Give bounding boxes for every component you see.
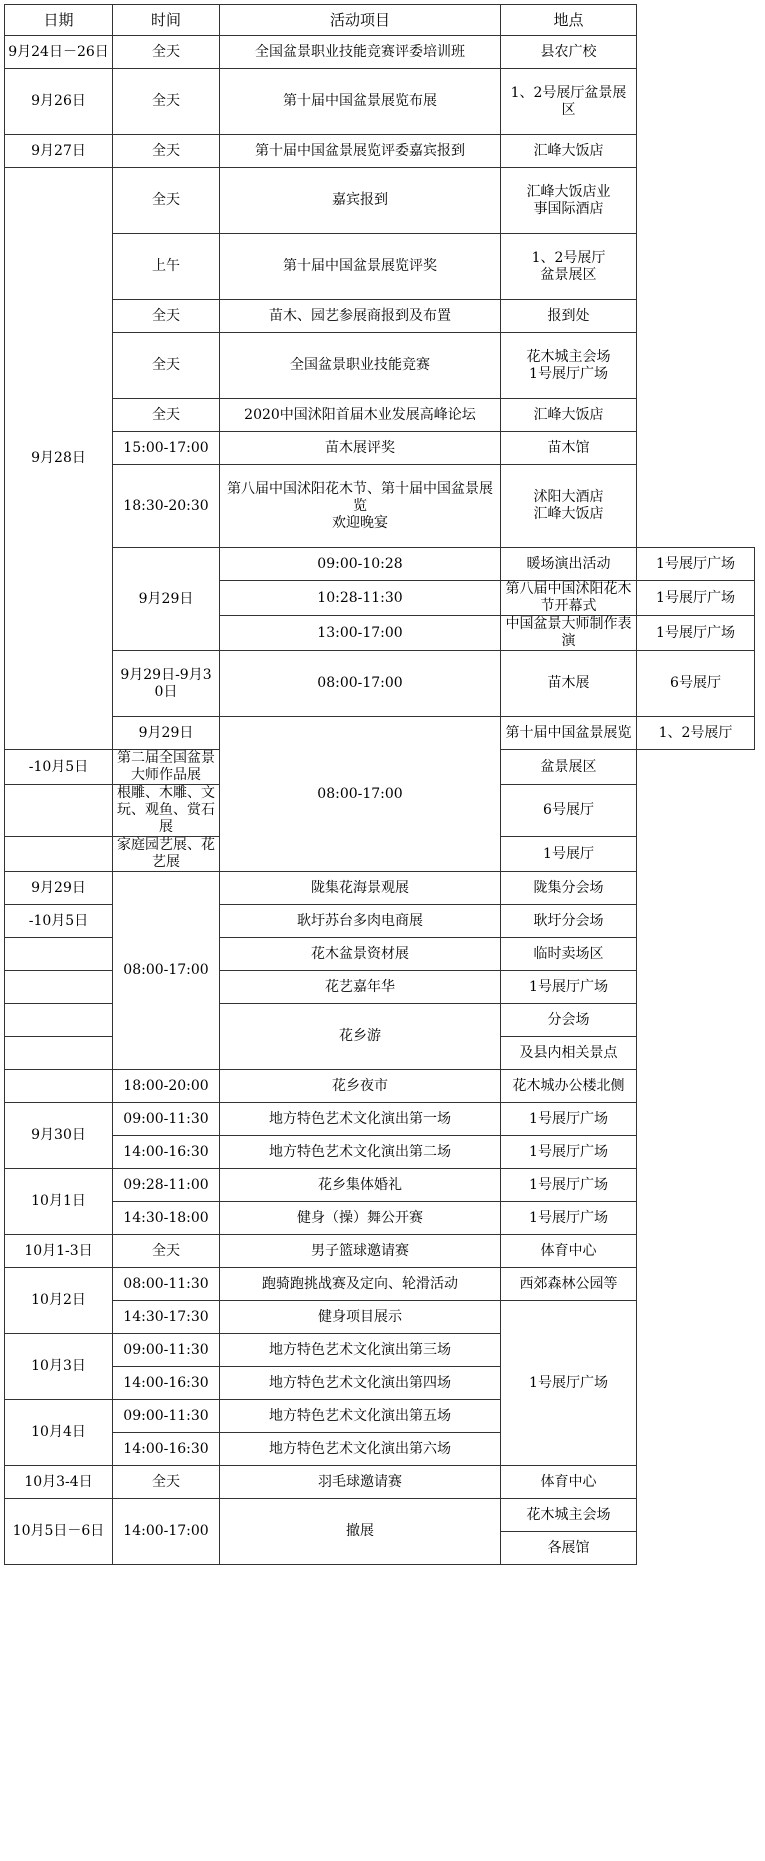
location-cell: 6号展厅 <box>637 651 755 717</box>
time-cell: 14:00-16:30 <box>113 1136 220 1169</box>
location-cell: 耿圩分会场 <box>501 905 637 938</box>
table-row <box>5 717 755 750</box>
activity-cell: 地方特色艺术文化演出第五场 <box>220 1400 501 1433</box>
time-cell: 14:00-16:30 <box>113 1433 220 1466</box>
activity-cell: 地方特色艺术文化演出第六场 <box>220 1433 501 1466</box>
time-cell: 15:00-17:00 <box>113 432 220 465</box>
location-cell: 分会场 <box>501 1004 637 1037</box>
table-row <box>5 1466 755 1499</box>
empty-cell <box>5 971 113 1004</box>
date-cell: 9月29日 <box>113 717 220 750</box>
header-location: 地点 <box>501 5 637 36</box>
activity-cell: 第十届中国盆景展览评委嘉宾报到 <box>220 135 501 168</box>
time-cell: 09:28-11:00 <box>113 1169 220 1202</box>
location-cell: 1号展厅 <box>501 837 637 872</box>
location-cell: 汇峰大饭店 <box>501 135 637 168</box>
header-activity: 活动项目 <box>220 5 501 36</box>
location-cell: 1、2号展厅盆景展区 <box>501 69 637 135</box>
table-row <box>5 300 755 333</box>
activity-cell: 全国盆景职业技能竞赛评委培训班 <box>220 36 501 69</box>
activity-cell: 根雕、木雕、文玩、观鱼、赏石展 <box>113 785 220 837</box>
time-cell: 08:00-17:00 <box>220 651 501 717</box>
date-cell: 10月2日 <box>5 1268 113 1334</box>
empty-cell <box>5 837 113 872</box>
location-cell: 沭阳大酒店 汇峰大饭店 <box>501 465 637 548</box>
date-cell: 10月3-4日 <box>5 1466 113 1499</box>
table-row <box>5 1070 755 1103</box>
location-cell: 花木城主会场 1号展厅广场 <box>501 333 637 399</box>
activity-cell: 陇集花海景观展 <box>220 872 501 905</box>
table-row <box>5 1301 755 1334</box>
activity-cell: 地方特色艺术文化演出第四场 <box>220 1367 501 1400</box>
location-cell: 花木城主会场 <box>501 1499 637 1532</box>
location-cell: 1号展厅广场 <box>501 1136 637 1169</box>
date-cell: 9月29日-9月30日 <box>113 651 220 717</box>
time-cell: 全天 <box>113 300 220 333</box>
time-cell: 09:00-11:30 <box>113 1334 220 1367</box>
activity-cell: 花乡游 <box>220 1004 501 1070</box>
location-cell: 临时卖场区 <box>501 938 637 971</box>
date-cell: 9月29日 <box>113 548 220 651</box>
date-cell: 9月28日 <box>5 168 113 750</box>
location-cell: 汇峰大饭店业 事国际酒店 <box>501 168 637 234</box>
header-time: 时间 <box>113 5 220 36</box>
location-cell: 及县内相关景点 <box>501 1037 637 1070</box>
table-row <box>5 432 755 465</box>
activity-cell: 苗木展评奖 <box>220 432 501 465</box>
date-cell: 9月27日 <box>5 135 113 168</box>
schedule-table <box>4 4 755 1565</box>
date-cell: 10月3日 <box>5 1334 113 1400</box>
date-cell: 9月30日 <box>5 1103 113 1169</box>
date-cell: 10月5日－6日 <box>5 1499 113 1565</box>
activity-cell: 苗木展 <box>501 651 637 717</box>
activity-cell: 撤展 <box>220 1499 501 1565</box>
empty-cell <box>5 1037 113 1070</box>
activity-cell: 地方特色艺术文化演出第一场 <box>220 1103 501 1136</box>
table-row <box>5 548 755 581</box>
activity-cell: 中国盆景大师制作表演 <box>501 616 637 651</box>
table-row <box>5 1136 755 1169</box>
table-row <box>5 234 755 300</box>
activity-cell: 第八届中国沭阳花木节、第十届中国盆景展览 欢迎晚宴 <box>220 465 501 548</box>
location-cell: 1、2号展厅 <box>637 717 755 750</box>
location-cell: 汇峰大饭店 <box>501 399 637 432</box>
table-row <box>5 1268 755 1301</box>
date-cell: 9月29日 <box>5 872 113 905</box>
empty-cell <box>5 1004 113 1037</box>
activity-cell: 耿圩苏台多肉电商展 <box>220 905 501 938</box>
time-cell: 全天 <box>113 399 220 432</box>
location-cell: 陇集分会场 <box>501 872 637 905</box>
activity-cell: 2020中国沭阳首届木业发展高峰论坛 <box>220 399 501 432</box>
time-cell: 09:00-11:30 <box>113 1103 220 1136</box>
location-cell: 苗木馆 <box>501 432 637 465</box>
table-row <box>5 1367 755 1400</box>
time-cell: 14:00-17:00 <box>113 1499 220 1565</box>
location-cell: 体育中心 <box>501 1466 637 1499</box>
location-cell: 6号展厅 <box>501 785 637 837</box>
time-cell: 14:30-18:00 <box>113 1202 220 1235</box>
time-cell: 14:30-17:30 <box>113 1301 220 1334</box>
location-cell: 花木城办公楼北侧 <box>501 1070 637 1103</box>
location-cell: 1号展厅广场 <box>501 1202 637 1235</box>
table-row <box>5 651 755 717</box>
table-row <box>5 1400 755 1433</box>
table-row <box>5 1103 755 1136</box>
time-cell: 18:00-20:00 <box>113 1070 220 1103</box>
empty-cell <box>5 785 113 837</box>
activity-cell: 全国盆景职业技能竞赛 <box>220 333 501 399</box>
date-cell: 10月4日 <box>5 1400 113 1466</box>
activity-cell: 花艺嘉年华 <box>220 971 501 1004</box>
time-cell: 09:00-11:30 <box>113 1400 220 1433</box>
time-cell: 08:00-17:00 <box>220 717 501 872</box>
date-cell: 10月1-3日 <box>5 1235 113 1268</box>
location-cell: 县农广校 <box>501 36 637 69</box>
location-cell: 1号展厅广场 <box>501 1301 637 1466</box>
table-row <box>5 1235 755 1268</box>
activity-cell: 地方特色艺术文化演出第二场 <box>220 1136 501 1169</box>
time-cell: 全天 <box>113 36 220 69</box>
time-cell: 全天 <box>113 1466 220 1499</box>
time-cell: 全天 <box>113 69 220 135</box>
activity-cell: 健身项目展示 <box>220 1301 501 1334</box>
header-row <box>5 5 755 36</box>
location-cell: 各展馆 <box>501 1532 637 1565</box>
location-cell: 报到处 <box>501 300 637 333</box>
table-row <box>5 399 755 432</box>
activity-cell: 花木盆景资材展 <box>220 938 501 971</box>
location-cell: 1号展厅广场 <box>637 616 755 651</box>
table-row <box>5 69 755 135</box>
table-row <box>5 1334 755 1367</box>
empty-cell <box>5 1070 113 1103</box>
location-cell: 西郊森林公园等 <box>501 1268 637 1301</box>
activity-cell: 嘉宾报到 <box>220 168 501 234</box>
activity-cell: 第八届中国沭阳花木节开幕式 <box>501 581 637 616</box>
activity-cell: 地方特色艺术文化演出第三场 <box>220 1334 501 1367</box>
table-row <box>5 168 755 234</box>
empty-cell <box>5 938 113 971</box>
date-cell: 9月24日－26日 <box>5 36 113 69</box>
activity-cell: 第二届全国盆景大师作品展 <box>113 750 220 785</box>
date-cell: -10月5日 <box>5 905 113 938</box>
time-cell: 08:00-17:00 <box>113 872 220 1070</box>
time-cell: 全天 <box>113 168 220 234</box>
location-cell: 1、2号展厅 盆景展区 <box>501 234 637 300</box>
activity-cell: 跑骑跑挑战赛及定向、轮滑活动 <box>220 1268 501 1301</box>
activity-cell: 第十届中国盆景展览评奖 <box>220 234 501 300</box>
time-cell: 全天 <box>113 333 220 399</box>
header-date: 日期 <box>5 5 113 36</box>
location-cell: 体育中心 <box>501 1235 637 1268</box>
activity-cell: 苗木、园艺参展商报到及布置 <box>220 300 501 333</box>
activity-cell: 暖场演出活动 <box>501 548 637 581</box>
location-cell: 盆景展区 <box>501 750 637 785</box>
time-cell: 09:00-10:28 <box>220 548 501 581</box>
date-cell: -10月5日 <box>5 750 113 785</box>
activity-cell: 花乡集体婚礼 <box>220 1169 501 1202</box>
location-cell: 1号展厅广场 <box>637 581 755 616</box>
time-cell: 13:00-17:00 <box>220 616 501 651</box>
time-cell: 上午 <box>113 234 220 300</box>
activity-cell: 第十届中国盆景展览布展 <box>220 69 501 135</box>
time-cell: 10:28-11:30 <box>220 581 501 616</box>
date-cell: 10月1日 <box>5 1169 113 1235</box>
table-row <box>5 135 755 168</box>
table-row <box>5 1169 755 1202</box>
table-row <box>5 333 755 399</box>
table-row <box>5 36 755 69</box>
activity-cell: 羽毛球邀请赛 <box>220 1466 501 1499</box>
time-cell: 全天 <box>113 1235 220 1268</box>
table-row <box>5 872 755 905</box>
table-row <box>5 1499 755 1532</box>
activity-cell: 健身（操）舞公开赛 <box>220 1202 501 1235</box>
location-cell: 1号展厅广场 <box>501 971 637 1004</box>
table-row <box>5 1433 755 1466</box>
time-cell: 14:00-16:30 <box>113 1367 220 1400</box>
activity-cell: 第十届中国盆景展览 <box>501 717 637 750</box>
time-cell: 全天 <box>113 135 220 168</box>
time-cell: 08:00-11:30 <box>113 1268 220 1301</box>
location-cell: 1号展厅广场 <box>637 548 755 581</box>
table-row <box>5 1202 755 1235</box>
date-cell: 9月26日 <box>5 69 113 135</box>
table-row <box>5 465 755 548</box>
activity-cell: 花乡夜市 <box>220 1070 501 1103</box>
activity-cell: 家庭园艺展、花艺展 <box>113 837 220 872</box>
location-cell: 1号展厅广场 <box>501 1169 637 1202</box>
activity-cell: 男子篮球邀请赛 <box>220 1235 501 1268</box>
time-cell: 18:30-20:30 <box>113 465 220 548</box>
location-cell: 1号展厅广场 <box>501 1103 637 1136</box>
